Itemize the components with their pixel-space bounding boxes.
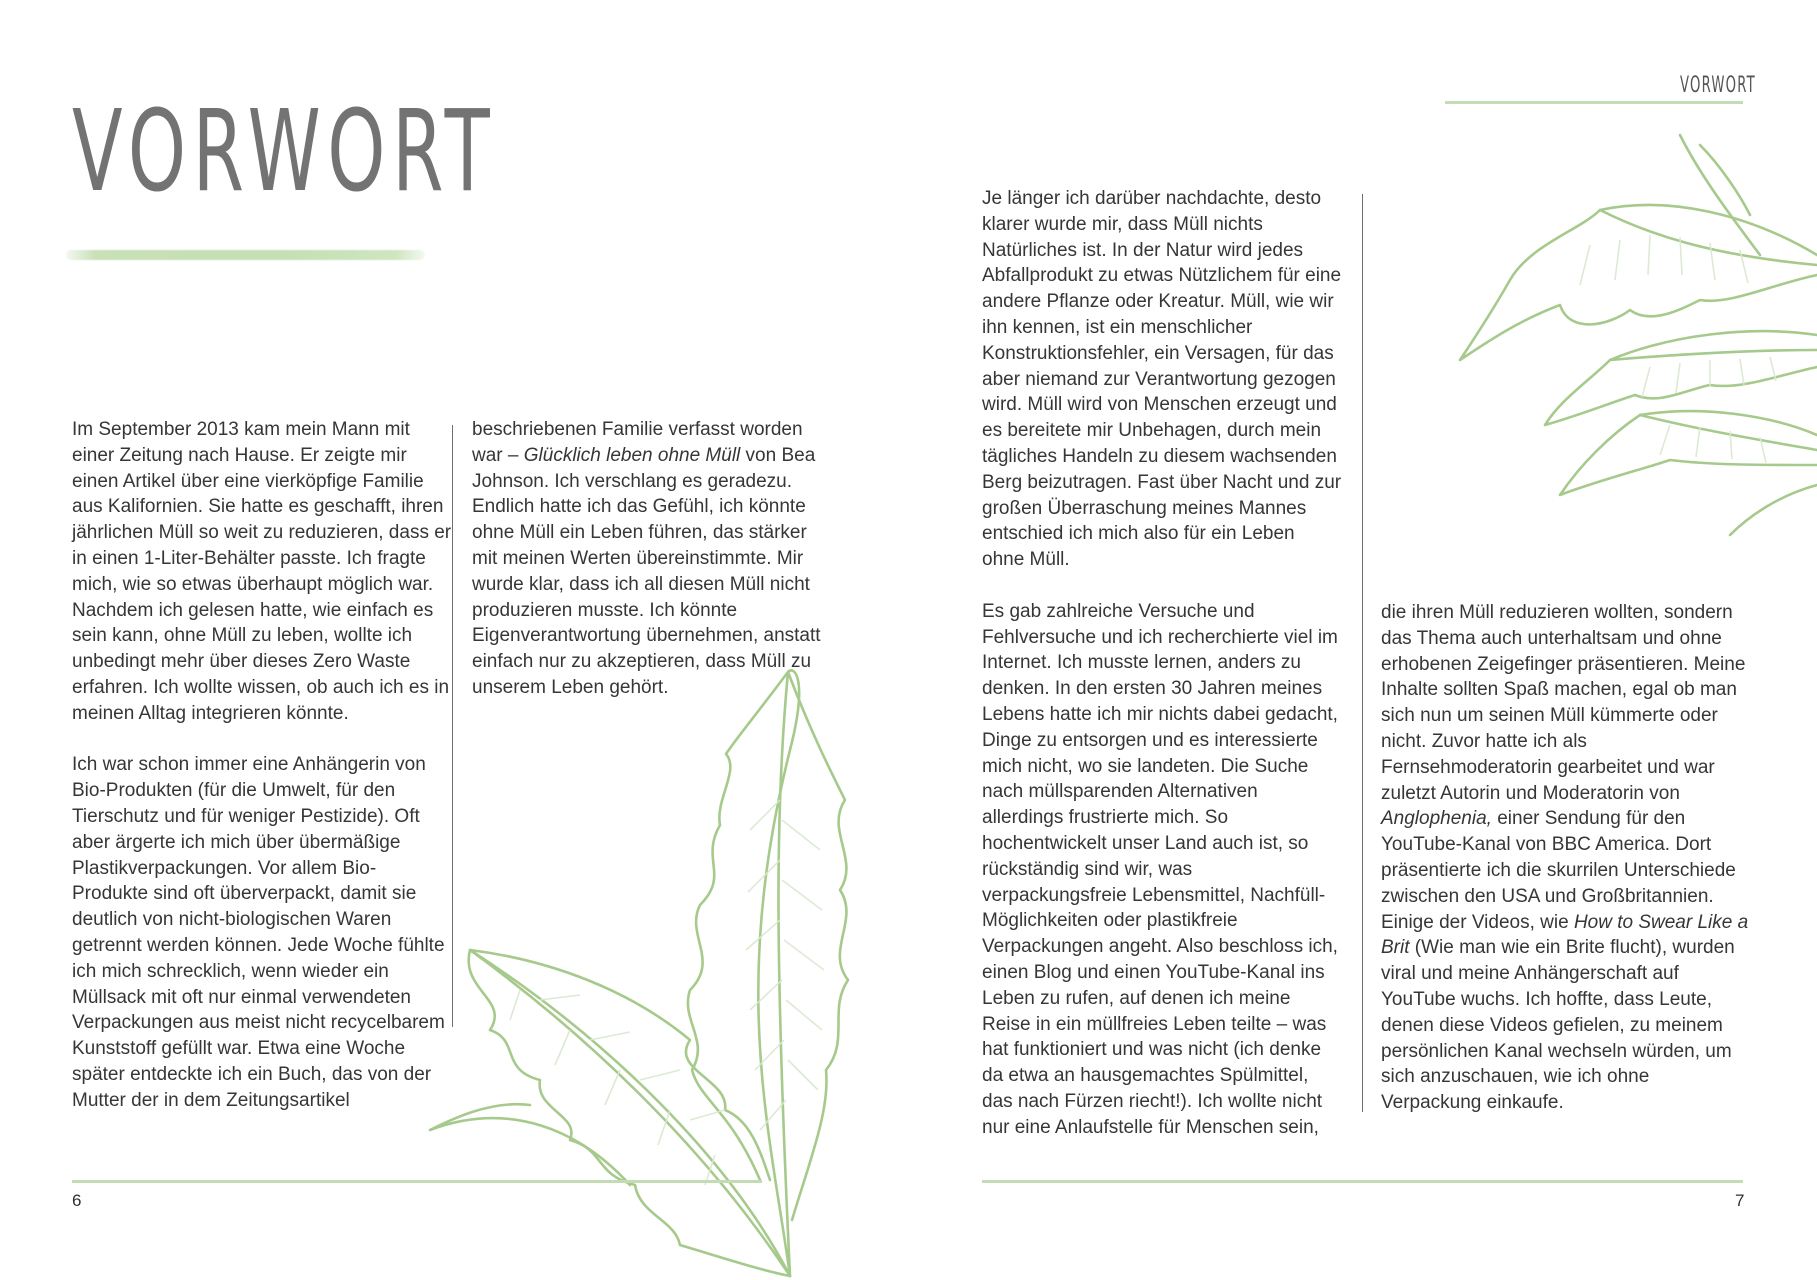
text-run: einer Sendung für den YouTube-Kanal von BBC America. Dort präsentierte ich die skurrilen Unterschiede zwischen den USA und Großbritannien. Einige der Videos, wie xyxy=(1381,808,1736,933)
text-run: Im September 2013 kam mein Mann mit einer Zeitung nach Hause. Er zeigte mir einen Artikel über eine vierköpfige Familie aus Kalifornien. Sie hatte es geschafft, ihren jährlichen Müll so weit zu reduzieren, dass er in einen 1-Liter-Behälter passte. Ich fragte mich, wie so etwas überhaupt möglich war. Nachdem ich gelesen hatte, wie einfach es sein kann, ohne Müll zu leben, wollte ich unbedingt mehr über dieses Zero Waste erfahren. Ich wollte wissen, ob auch ich es in meinen Alltag integrieren könnte. xyxy=(72,419,452,724)
paragraph xyxy=(982,186,1342,573)
italic-title: How to Swear Like a Brit xyxy=(1381,911,1749,959)
text-run: von Bea Johnson. Ich verschlang es geradezu. Endlich hatte ich das Gefühl, ich könnte ohne Müll ein Leben führen, das stärker mit meinen Werten übereinstimmte. Mir wurde klar, dass ich all diesen Müll nicht produzieren musste. Ich könnte Eigenverantwortung übernehmen, anstatt einfach nur zu akzeptieren, dass Müll zu unserem Leben gehört. xyxy=(472,444,821,698)
text-run: (Wie man wie ein Brite flucht), wurden viral und meine Anhängerschaft auf YouTube wuchs. Ich hoffte, dass Leute, denen diese Videos gefielen, zu meinem persönlichen Kanal wechseln würden, um sich anzuschauen, wie ich ohne Verpackung einkaufe. xyxy=(1381,937,1735,1114)
footer-rule-right xyxy=(982,1180,1743,1183)
column-divider xyxy=(1362,194,1363,1112)
banana-leaf-illustration xyxy=(1450,135,1817,555)
italic-title: Anglophenia, xyxy=(1381,808,1492,830)
page-title: VORWORT xyxy=(72,87,497,217)
text-run: Je länger ich darüber nachdachte, desto klarer wurde mir, dass Müll nichts Natürliches ist. In der Natur wird jedes Abfallprodukt zu etwas Nützlichem für eine andere Pflanze oder Kreatur. Müll, wie wir ihn kennen, ist ein menschlicher Konstruktionsfehler, ein Versagen, für das aber niemand zur Verantwortung gezogen wird. Müll wird von Menschen erzeugt und es bereitete mir Unbehagen, durch mein tägliches Handeln zu diesem wachsenden Berg beizutragen. Fast über Nacht und zur großen Überraschung meines Mannes entschied ich mich also für ein Leben ohne Müll. xyxy=(982,188,1342,571)
paragraph xyxy=(72,417,452,727)
text-run: beschriebenen Familie verfasst worden war – xyxy=(472,419,803,466)
title-underline-brush xyxy=(66,250,425,260)
banana-leaf-illustration xyxy=(430,660,950,1280)
text-column-3 xyxy=(982,186,1342,1140)
text-run: Es gab zahlreiche Versuche und Fehlversuche und ich recherchierte viel im Internet. Ich musste lernen, anders zu denken. In den ersten 30 Jahren meines Lebens hatte ich mir nichts dabei gedacht, Dinge zu entsorgen und es interessierte mich nicht, wo sie landeten. Die Suche nach müllsparenden Alternativen allerdings frustrierte mich. So hochentwickelt unser Land auch ist, so rückständig sind wir, was verpackungsfreie Lebensmittel, Nachfüll-Möglichkeiten oder plastikfreie Verpackungen angeht. Also beschloss ich, einen Blog und einen YouTube-Kanal ins Leben zu rufen, auf denen ich meine Reise in ein müllfreies Leben teilte – was hat funktioniert und was nicht (ich denke da etwa an hausgemachtes Spülmittel, das nach Fürzen riecht!). Ich wollte nicht nur eine Anlaufstelle für Menschen sein, xyxy=(982,600,1338,1138)
text-column-2 xyxy=(472,417,824,701)
paragraph xyxy=(982,599,1342,1141)
paragraph xyxy=(1381,600,1751,1116)
text-run: die ihren Müll reduzieren wollten, sondern das Thema auch unterhaltsam und ohne erhobenen Zeigefinger präsentieren. Meine Inhalte sollten Spaß machen, egal ob man sich nun um seinen Müll kümmerte oder nicht. Zuvor hatte ich als Fernsehmoderatorin gearbeitet und war zuletzt Autorin und Moderatorin von xyxy=(1381,602,1746,804)
footer-rule-left xyxy=(72,1180,762,1183)
text-column-4 xyxy=(1381,600,1751,1116)
header-rule-right xyxy=(1445,101,1743,104)
running-header: VORWORT xyxy=(1680,73,1756,98)
italic-title: Glücklich leben ohne Müll xyxy=(523,444,741,466)
page-number-left: 6 xyxy=(72,1191,82,1210)
text-run: Ich war schon immer eine Anhängerin von Bio-Produkten (für die Umwelt, für den Tierschutz und für weniger Pestizide). Oft aber ärgerte ich mich über übermäßige Plastikverpackungen. Vor allem Bio-Produkte sind oft überverpackt, damit sie deutlich von nicht-biologischen Waren getrennt werden können. Jede Woche fühlte ich mich schrecklich, wenn wieder ein Müllsack mit oft nur einmal verwendeten Verpackungen aus meist nicht recycelbarem Kunststoff gefüllt war. Etwa eine Woche später entdeckte ich ein Buch, das von der Mutter der in dem Zeitungsartikel xyxy=(72,754,445,1111)
paragraph xyxy=(72,752,452,1113)
paragraph xyxy=(472,417,824,701)
text-column-1 xyxy=(72,417,452,1114)
page-number-right: 7 xyxy=(1735,1191,1745,1210)
